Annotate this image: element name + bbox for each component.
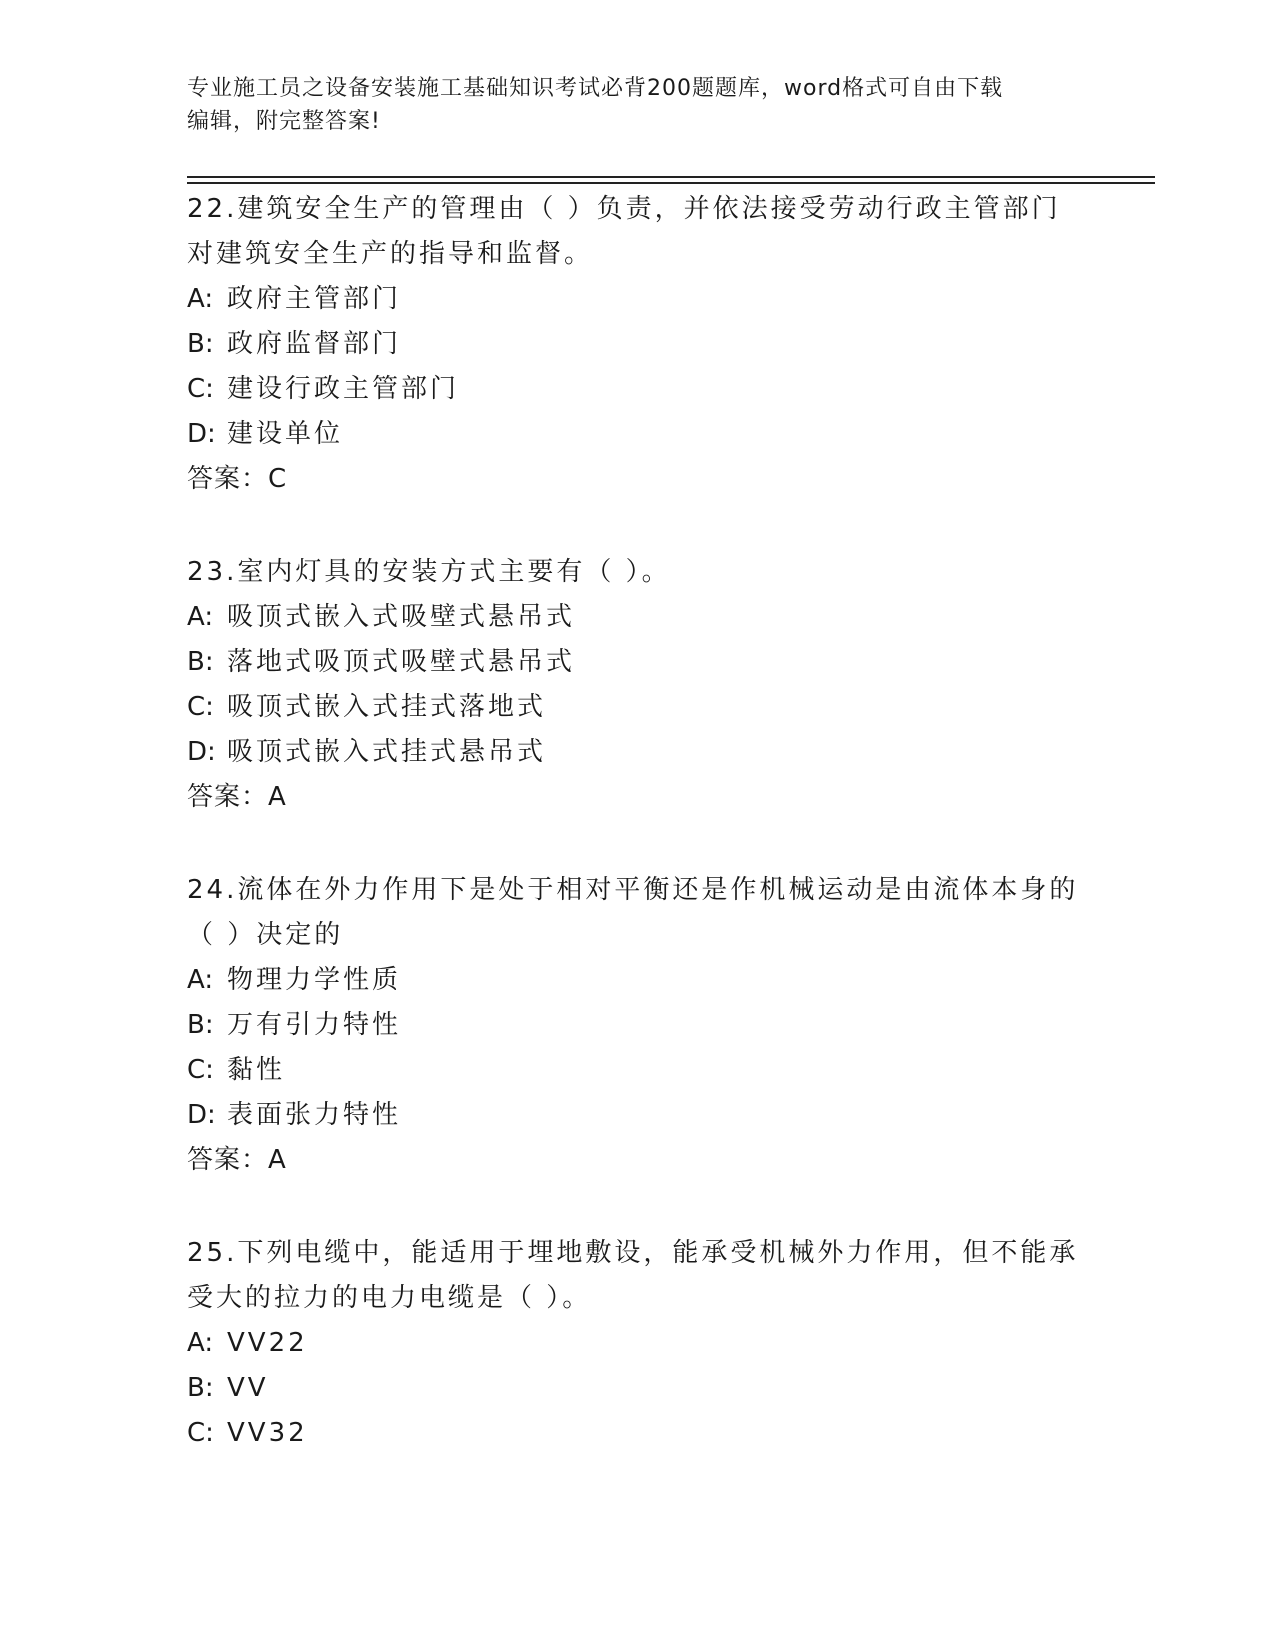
option-letter: A: bbox=[187, 602, 214, 632]
option-letter: B: bbox=[187, 647, 214, 677]
question-text: 23.室内灯具的安装方式主要有（ ）。 bbox=[187, 557, 671, 587]
option-text: 建设单位 bbox=[227, 419, 344, 449]
option-b bbox=[187, 1366, 1087, 1411]
option-letter: D: bbox=[187, 737, 216, 767]
option-text: 吸顶式嵌入式挂式落地式 bbox=[227, 692, 547, 722]
option-c bbox=[187, 1411, 1087, 1456]
option-text: VV22 bbox=[227, 1328, 308, 1358]
option-c bbox=[187, 1048, 1087, 1093]
spacer bbox=[187, 820, 1087, 868]
question-text: 25.下列电缆中，能适用于埋地敷设，能承受机械外力作用，但不能承 bbox=[187, 1238, 1079, 1268]
answer-line: 答案：C bbox=[187, 464, 288, 494]
option-d bbox=[187, 412, 1087, 457]
question-list bbox=[187, 187, 1087, 1456]
option-d bbox=[187, 1093, 1087, 1138]
option-letter: A: bbox=[187, 284, 214, 314]
question-23 bbox=[187, 550, 1087, 820]
header-divider-top bbox=[187, 176, 1155, 178]
option-a bbox=[187, 958, 1087, 1003]
question-22 bbox=[187, 187, 1087, 502]
option-letter: C: bbox=[187, 692, 214, 722]
option-text: 物理力学性质 bbox=[227, 965, 402, 995]
question-text-continued: 对建筑安全生产的指导和监督。 bbox=[187, 239, 594, 269]
option-c bbox=[187, 367, 1087, 412]
option-text: 黏性 bbox=[227, 1055, 286, 1085]
option-c bbox=[187, 685, 1087, 730]
option-letter: C: bbox=[187, 374, 214, 404]
answer-line: 答案：A bbox=[187, 782, 287, 812]
option-b bbox=[187, 322, 1087, 367]
option-text: 落地式吸顶式吸壁式悬吊式 bbox=[227, 647, 576, 677]
question-text: 22.建筑安全生产的管理由（ ）负责，并依法接受劳动行政主管部门 bbox=[187, 194, 1061, 224]
option-text: 表面张力特性 bbox=[227, 1100, 402, 1130]
spacer bbox=[187, 1183, 1087, 1231]
option-letter: B: bbox=[187, 1010, 214, 1040]
answer-line: 答案：A bbox=[187, 1145, 287, 1175]
question-24 bbox=[187, 868, 1087, 1183]
option-text: 政府主管部门 bbox=[227, 284, 402, 314]
option-text: 万有引力特性 bbox=[227, 1010, 402, 1040]
option-letter: B: bbox=[187, 1373, 214, 1403]
option-d bbox=[187, 730, 1087, 775]
option-letter: D: bbox=[187, 419, 216, 449]
option-letter: C: bbox=[187, 1418, 214, 1448]
question-25 bbox=[187, 1231, 1087, 1456]
option-b bbox=[187, 640, 1087, 685]
option-letter: B: bbox=[187, 329, 214, 359]
question-text: 24.流体在外力作用下是处于相对平衡还是作机械运动是由流体本身的 bbox=[187, 875, 1079, 905]
option-text: 吸顶式嵌入式挂式悬吊式 bbox=[227, 737, 547, 767]
option-text: VV bbox=[227, 1373, 269, 1403]
option-a bbox=[187, 1321, 1087, 1366]
question-text-continued: 受大的拉力的电力电缆是（ ）。 bbox=[187, 1283, 592, 1313]
document-header bbox=[187, 72, 1067, 138]
option-text: VV32 bbox=[227, 1418, 308, 1448]
option-a bbox=[187, 277, 1087, 322]
spacer bbox=[187, 502, 1087, 550]
option-text: 建设行政主管部门 bbox=[227, 374, 460, 404]
option-letter: A: bbox=[187, 1328, 214, 1358]
option-b bbox=[187, 1003, 1087, 1048]
option-letter: A: bbox=[187, 965, 214, 995]
option-text: 吸顶式嵌入式吸壁式悬吊式 bbox=[227, 602, 576, 632]
option-letter: C: bbox=[187, 1055, 214, 1085]
header-line-2: 编辑，附完整答案! bbox=[187, 109, 381, 134]
header-line-1: 专业施工员之设备安装施工基础知识考试必背200题题库，word格式可自由下载 bbox=[187, 76, 1004, 101]
option-letter: D: bbox=[187, 1100, 216, 1130]
question-text-continued: （ ）决定的 bbox=[187, 920, 344, 950]
option-text: 政府监督部门 bbox=[227, 329, 402, 359]
option-a bbox=[187, 595, 1087, 640]
header-divider-bottom bbox=[187, 182, 1155, 184]
